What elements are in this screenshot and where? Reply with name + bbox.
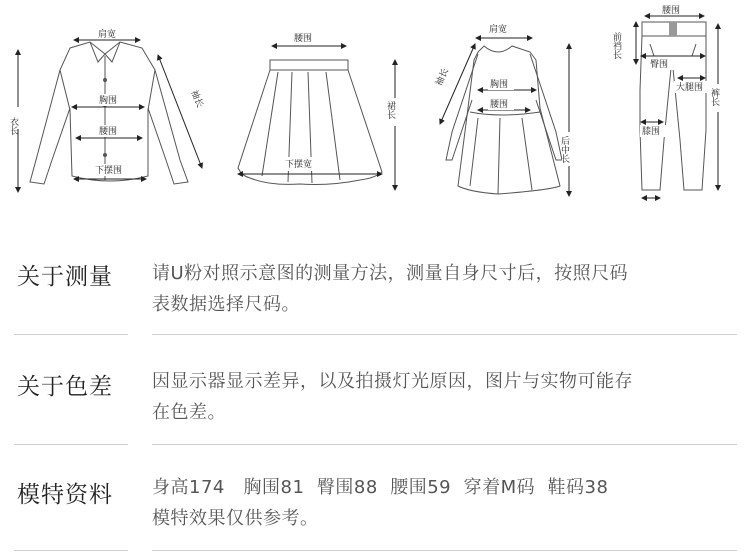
divider [14, 334, 128, 335]
section-line: 身高174 胸围81 臀围88 腰围59 穿着M码 鞋码38 [152, 477, 609, 498]
section-title: 模特资料 [17, 482, 113, 508]
measurement-diagrams [0, 0, 750, 210]
section-line: 模特效果仅供参考。 [152, 508, 319, 529]
section-line: 表数据选择尺码。 [152, 294, 300, 315]
section-text [152, 366, 737, 428]
shirt-shoulder-label: 肩宽 [98, 30, 117, 40]
section-text [152, 258, 737, 320]
section-text [152, 472, 737, 534]
section-title: 关于测量 [17, 264, 113, 290]
divider [152, 444, 737, 445]
pants-diagram [640, 22, 706, 190]
pants-thigh-label: 大腿围 [676, 83, 704, 93]
skirt-hem-label: 下摆宽 [285, 160, 313, 170]
pants-hip-label: 臀围 [650, 60, 669, 70]
section-line: 请U粉对照示意图的测量方法，测量自身尺寸后，按照尺码 [152, 263, 629, 284]
divider [14, 444, 128, 445]
pants-knee-label: 膝围 [642, 127, 661, 137]
divider [152, 334, 737, 335]
skirt-waist-label: 腰围 [294, 34, 313, 44]
section-line: 因显示器显示差异，以及拍摄灯光原因，图片与实物可能存 [152, 371, 633, 392]
divider [14, 550, 128, 551]
dress-chest-label: 胸围 [490, 80, 509, 90]
pants-front-rise-label: 前裆长 [611, 32, 621, 59]
shirt-waist-label: 腰围 [99, 127, 118, 137]
shirt-chest-label: 胸围 [99, 96, 118, 106]
divider [152, 550, 737, 551]
dress-waist-label: 腰围 [490, 100, 509, 110]
shirt-length-label: 衣长 [8, 117, 18, 135]
section-line: 在色差。 [152, 402, 226, 423]
dress-shoulder-label: 肩宽 [489, 25, 508, 35]
section-title: 关于色差 [17, 374, 113, 400]
shirt-hem-label: 下摆围 [95, 166, 123, 176]
shirt-sleeve-label: 袖长 [188, 88, 205, 110]
dress-back-length-label: 后中长 [559, 136, 569, 163]
pants-waist-label: 腰围 [662, 6, 681, 16]
shirt-diagram [30, 42, 188, 184]
dress-diagram [446, 46, 562, 194]
skirt-length-label: 裙长 [385, 101, 395, 119]
dress-sleeve-label: 袖长 [434, 67, 451, 88]
pants-length-label: 裤长 [709, 88, 719, 106]
